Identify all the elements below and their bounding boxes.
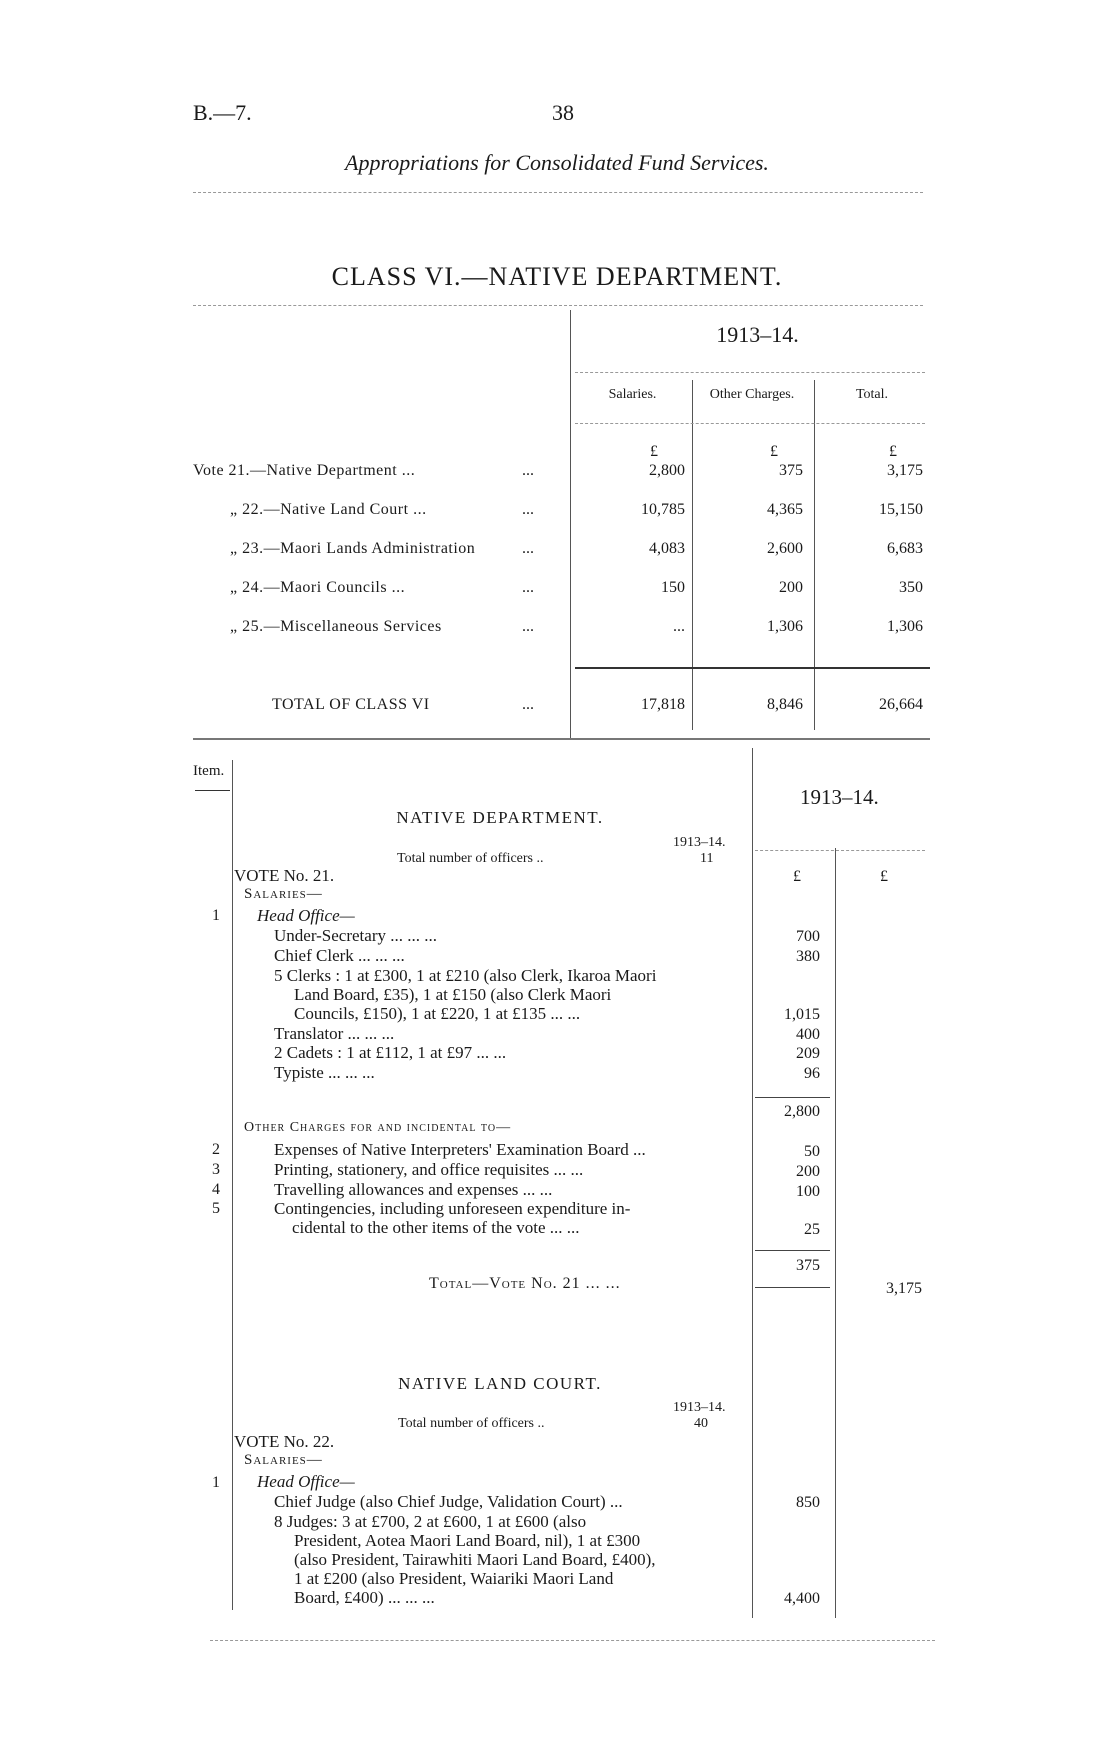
line-item: President, Aotea Maori Land Board, nil), 1 at £300 bbox=[294, 1531, 641, 1550]
other-value: 1,306 bbox=[767, 618, 803, 635]
page-number: 38 bbox=[552, 100, 574, 125]
other-charges-heading: Other Charges for and incidental to— bbox=[244, 1120, 512, 1135]
page-title: Appropriations for Consolidated Fund Services. bbox=[345, 150, 769, 175]
amount-column-border bbox=[835, 848, 836, 1618]
line-amount: 400 bbox=[796, 1026, 820, 1043]
currency-symbol: £ bbox=[793, 868, 801, 885]
row-label: TOTAL OF CLASS VI bbox=[272, 696, 430, 713]
salaries-heading: Salaries— bbox=[244, 886, 323, 902]
line-item: Under-Secretary ... ... ... bbox=[274, 926, 437, 945]
item-number: 1 bbox=[212, 907, 220, 924]
line-item: Contingencies, including unforeseen expenditure in- bbox=[274, 1199, 631, 1218]
row-label: „ 25.—Miscellaneous Services bbox=[230, 618, 442, 635]
row-label: „ 23.—Maori Lands Administration bbox=[230, 540, 476, 557]
leader-dots: ... bbox=[522, 618, 534, 635]
currency-symbol: £ bbox=[889, 443, 897, 460]
row-label: „ 24.—Maori Councils ... bbox=[230, 579, 406, 596]
currency-symbol: £ bbox=[770, 443, 778, 460]
leader-dots: ... bbox=[522, 696, 534, 713]
item-number: 4 bbox=[212, 1181, 220, 1198]
line-item: cidental to the other items of the vote ... ... bbox=[292, 1218, 580, 1237]
line-item: (also President, Tairawhiti Maori Land Board, £400), bbox=[294, 1550, 656, 1569]
line-item: Councils, £150), 1 at £220, 1 at £135 ... ... bbox=[294, 1004, 581, 1023]
line-amount: 96 bbox=[804, 1065, 820, 1082]
section-title: NATIVE LAND COURT. bbox=[398, 1374, 602, 1393]
line-item: 8 Judges: 3 at £700, 2 at £600, 1 at £600 (also bbox=[274, 1512, 587, 1531]
salaries-subtotal: 2,800 bbox=[784, 1103, 820, 1120]
head-office-label: Head Office— bbox=[257, 906, 355, 925]
leader-dots: ... bbox=[522, 540, 534, 557]
subtotal-rule bbox=[755, 1287, 830, 1288]
divider bbox=[193, 192, 923, 193]
row-label: „ 22.—Native Land Court ... bbox=[230, 501, 427, 518]
divider bbox=[210, 1640, 935, 1641]
detail-year: 1913–14. bbox=[800, 785, 879, 809]
line-item: Chief Clerk ... ... ... bbox=[274, 946, 405, 965]
subtotal-rule bbox=[755, 1097, 830, 1098]
divider bbox=[755, 850, 925, 851]
salaries-value: 150 bbox=[661, 579, 685, 596]
line-item: Typiste ... ... ... bbox=[274, 1063, 375, 1082]
line-amount: 209 bbox=[796, 1045, 820, 1062]
item-column-border bbox=[232, 760, 233, 1610]
salaries-value: 2,800 bbox=[649, 462, 685, 479]
other-value: 2,600 bbox=[767, 540, 803, 557]
col-total-header: Total. bbox=[855, 387, 889, 402]
line-item: Printing, stationery, and office requisites ... ... bbox=[274, 1160, 584, 1179]
head-office-label: Head Office— bbox=[257, 1472, 355, 1491]
line-item: Travelling allowances and expenses ... ... bbox=[274, 1180, 553, 1199]
total-rule bbox=[575, 667, 930, 669]
officers-count: 11 bbox=[700, 851, 714, 866]
line-amount: 1,015 bbox=[784, 1006, 820, 1023]
total-value: 350 bbox=[899, 579, 923, 596]
divider bbox=[575, 423, 925, 424]
line-amount: 50 bbox=[804, 1143, 820, 1160]
currency-symbol: £ bbox=[880, 868, 888, 885]
vote-label: VOTE No. 22. bbox=[234, 1432, 335, 1451]
summary-year: 1913–14. bbox=[716, 322, 799, 347]
other-value: 4,365 bbox=[767, 501, 803, 518]
currency-symbol: £ bbox=[650, 443, 658, 460]
vote-label: VOTE No. 21. bbox=[234, 866, 335, 885]
total-value: 15,150 bbox=[879, 501, 923, 518]
item-number: 5 bbox=[212, 1200, 220, 1217]
divider bbox=[193, 305, 923, 306]
line-amount: 850 bbox=[796, 1494, 820, 1511]
summary-row bbox=[0, 540, 1114, 570]
subtotal-rule bbox=[755, 1250, 830, 1251]
total-value: 1,306 bbox=[887, 618, 923, 635]
summary-total-row bbox=[0, 696, 1114, 726]
item-number: 3 bbox=[212, 1161, 220, 1178]
line-item: Expenses of Native Interpreters' Examination Board ... bbox=[274, 1140, 646, 1159]
other-value: 8,846 bbox=[767, 696, 803, 713]
total-value: 3,175 bbox=[887, 462, 923, 479]
salaries-value: 10,785 bbox=[641, 501, 685, 518]
line-amount: 25 bbox=[804, 1221, 820, 1238]
leader-dots: ... bbox=[522, 579, 534, 596]
item-number: 1 bbox=[212, 1474, 220, 1491]
salaries-value: ... bbox=[673, 618, 685, 635]
summary-row bbox=[0, 579, 1114, 609]
item-column-header: Item. bbox=[193, 763, 225, 779]
line-item: Chief Judge (also Chief Judge, Validation Court) ... bbox=[274, 1492, 623, 1511]
leader-dots: ... bbox=[522, 501, 534, 518]
line-item: Land Board, £35), 1 at £150 (also Clerk Maori bbox=[294, 985, 612, 1004]
leader-dots: ... bbox=[522, 462, 534, 479]
line-amount: 380 bbox=[796, 948, 820, 965]
summary-row bbox=[0, 618, 1114, 648]
officers-label: Total number of officers .. bbox=[398, 1416, 545, 1431]
line-item: Translator ... ... ... bbox=[274, 1024, 395, 1043]
vote-total: 3,175 bbox=[886, 1280, 922, 1297]
salaries-value: 17,818 bbox=[641, 696, 685, 713]
line-amount: 100 bbox=[796, 1183, 820, 1200]
other-subtotal: 375 bbox=[796, 1257, 820, 1274]
salaries-value: 4,083 bbox=[649, 540, 685, 557]
total-value: 26,664 bbox=[879, 696, 923, 713]
col-other-header: Other Charges. bbox=[709, 387, 795, 402]
item-number: 2 bbox=[212, 1141, 220, 1158]
line-amount: 4,400 bbox=[784, 1590, 820, 1607]
summary-row bbox=[0, 501, 1114, 531]
total-value: 6,683 bbox=[887, 540, 923, 557]
report-reference: B.—7. bbox=[193, 100, 252, 125]
divider bbox=[195, 790, 230, 791]
line-amount: 700 bbox=[796, 928, 820, 945]
line-item: 2 Cadets : 1 at £112, 1 at £97 ... ... bbox=[274, 1043, 507, 1062]
divider bbox=[575, 372, 925, 373]
officers-year: 1913–14. bbox=[673, 1400, 726, 1415]
vote-total-label: Total—Vote No. 21 ... ... bbox=[429, 1275, 621, 1292]
summary-row bbox=[0, 462, 1114, 492]
line-item: 1 at £200 (also President, Waiariki Maori Land bbox=[294, 1569, 614, 1588]
class-title: CLASS VI.—NATIVE DEPARTMENT. bbox=[331, 262, 783, 291]
salaries-heading: Salaries— bbox=[244, 1452, 323, 1468]
section-title: NATIVE DEPARTMENT. bbox=[396, 808, 604, 827]
line-item: 5 Clerks : 1 at £300, 1 at £210 (also Clerk, Ikaroa Maori bbox=[274, 966, 657, 985]
line-item: Board, £400) ... ... ... bbox=[294, 1588, 435, 1607]
col-salaries-header: Salaries. bbox=[608, 387, 657, 402]
officers-count: 40 bbox=[694, 1416, 708, 1431]
officers-year: 1913–14. bbox=[673, 835, 726, 850]
other-value: 200 bbox=[779, 579, 803, 596]
line-amount: 200 bbox=[796, 1163, 820, 1180]
other-value: 375 bbox=[779, 462, 803, 479]
row-label: Vote 21.—Native Department ... bbox=[193, 462, 416, 479]
officers-label: Total number of officers .. bbox=[397, 851, 544, 866]
divider bbox=[193, 738, 930, 740]
